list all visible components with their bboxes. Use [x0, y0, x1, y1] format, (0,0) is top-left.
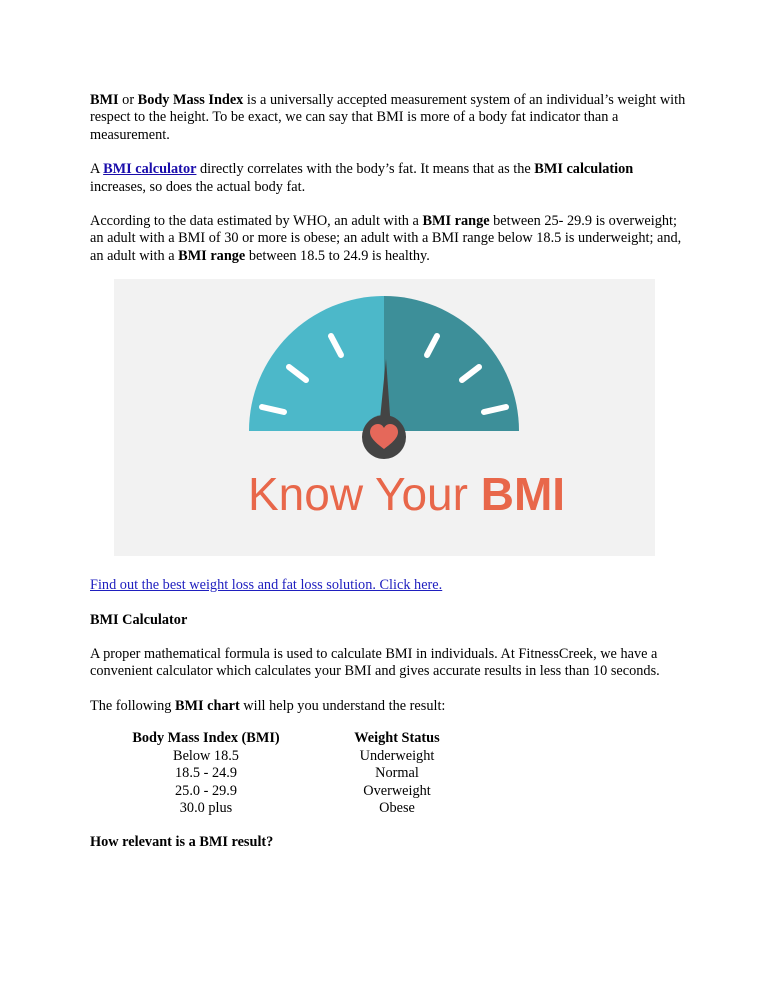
bold-bmi: BMI [90, 92, 119, 108]
weight-loss-link[interactable]: Find out the best weight loss and fat loss solution. Click here. [90, 577, 443, 594]
table-gap [286, 730, 350, 747]
know-your-bmi-image [114, 279, 655, 556]
question-heading: How relevant is a BMI result? [90, 834, 274, 851]
table-cell-status: Normal [375, 765, 419, 782]
bmi-table [126, 730, 444, 817]
calculator-description: A proper mathematical formula is used to calculate BMI in individuals. At FitnessCreek, we have a convenient calculator which calculates your BMI and gives accurate results in less than 10 seconds. [90, 646, 660, 680]
chart-intro-paragraph [90, 698, 690, 715]
table-header-status: Weight Status [354, 730, 440, 747]
text-span: is a universally accepted measurement system of an individual’s weight with respect to the height. To be exact, we can say that BMI is more of a body fat indicator than a measurement. [90, 92, 686, 143]
table-header-row [126, 730, 444, 747]
bmi-gauge-logo [114, 279, 655, 556]
table-cell-bmi: Below 18.5 [173, 747, 239, 764]
text-span: According to the data estimated by WHO, an adult with a [90, 213, 423, 230]
bold-bmi-range: BMI range [178, 247, 246, 264]
table-row [126, 748, 444, 765]
text-span: A [90, 161, 104, 178]
table-row [126, 783, 444, 800]
table-cell-bmi: 30.0 plus [179, 799, 233, 816]
text-span: directly correlates with the body’s fat. It means that as the [196, 161, 535, 178]
table-cell-status: Underweight [359, 747, 435, 764]
text-span: between 25- 29.9 is overweight; an adult with a BMI of 30 or more is obese; an adult with a BMI range below 18.5 is underweight; and, an adult with a [90, 213, 682, 264]
table-header-bmi: Body Mass Index (BMI) [132, 730, 280, 747]
table-cell-bmi: 18.5 - 24.9 [175, 765, 237, 782]
text-span: between 18.5 to 24.9 is healthy. [245, 247, 430, 264]
text-span: increases, so does the actual body fat. [90, 178, 306, 195]
document-page [90, 92, 690, 869]
calculator-paragraph [90, 161, 690, 196]
intro-paragraph [90, 92, 690, 144]
table-cell-bmi: 25.0 - 29.9 [175, 782, 237, 799]
bold-bmi-range: BMI range [422, 213, 490, 230]
promo-paragraph [90, 577, 690, 594]
table-cell-status: Obese [379, 799, 415, 816]
bold-body-mass-index: Body Mass Index [137, 92, 244, 108]
text-span: will help you understand the result: [239, 697, 446, 714]
text-span: or [118, 92, 138, 108]
bold-bmi-calculation: BMI calculation [534, 161, 634, 178]
text-span: The following [90, 697, 175, 714]
bmi-calculator-link[interactable]: BMI calculator [103, 161, 197, 178]
section-heading: BMI Calculator [90, 611, 188, 628]
logo-text: Know Your BMI [248, 468, 566, 521]
bold-bmi-chart: BMI chart [174, 697, 240, 714]
table-cell-status: Overweight [363, 782, 431, 799]
table-row [126, 800, 444, 817]
who-paragraph [90, 213, 690, 265]
table-row [126, 765, 444, 782]
